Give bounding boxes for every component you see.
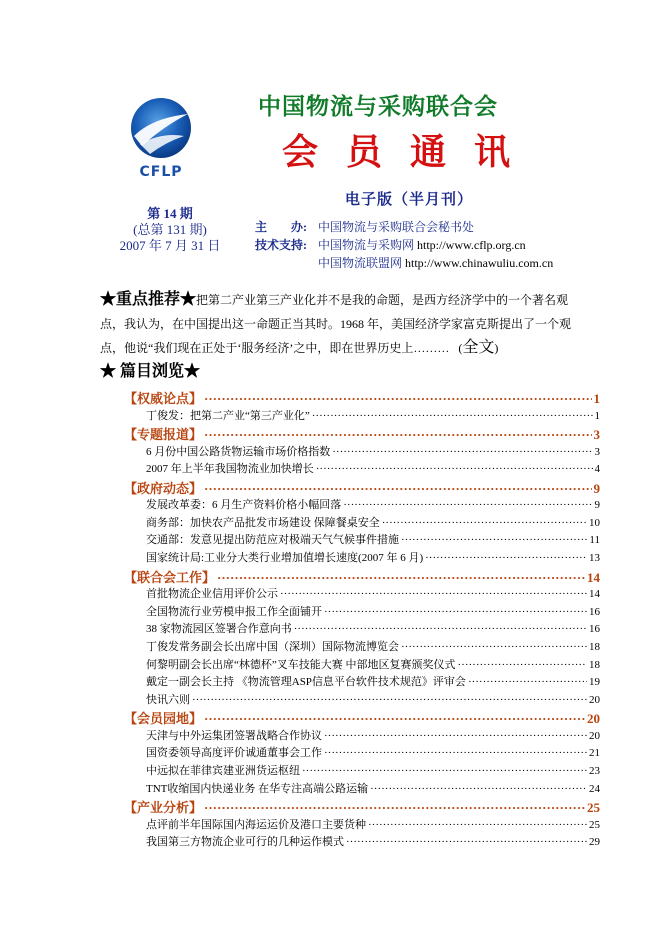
toc-entry[interactable] — [124, 833, 600, 851]
toc-entry-title: 2007 年上半年我国物流业加快增长 — [146, 463, 314, 476]
toc-entry-title: 快讯六则 — [146, 693, 190, 706]
toc-leader-dots — [382, 517, 587, 529]
toc-entry-page: 18 — [589, 640, 600, 653]
toc-entry-title: 国家统计局:工业分大类行业增加值增长速度(2007 年 6 月) — [146, 552, 424, 565]
toc-entry-title: 我国第三方物流企业可行的几种运作模式 — [146, 836, 344, 849]
toc-section-page: 9 — [593, 480, 600, 496]
toc-entry[interactable] — [124, 620, 600, 638]
toc-section-title: 【权威论点】 — [124, 391, 203, 406]
toc-entry-title: 国资委领导高度评价诚通董事会工作 — [146, 747, 322, 760]
toc-leader-dots — [316, 463, 593, 475]
toc-leader-dots — [332, 446, 592, 458]
issue-number: 第 14 期 — [147, 206, 193, 221]
toc-entry-title: 何黎明副会长出席“林德杯”叉车技能大赛 中部地区复赛颁奖仪式 — [146, 658, 456, 671]
toc-entry[interactable] — [124, 549, 600, 567]
toc-entry[interactable] — [124, 673, 600, 691]
toc-entry-page: 4 — [594, 463, 600, 476]
toc-leader-dots — [468, 676, 587, 688]
toc-entry-page: 24 — [589, 782, 600, 795]
toc-entry-page: 25 — [589, 818, 600, 831]
toc-entry-title: 38 家物流园区签署合作意向书 — [146, 623, 292, 636]
toc-leader-dots — [192, 694, 587, 706]
toc-section-title: 【政府动态】 — [124, 480, 203, 496]
host-value: 中国物流与采购联合会秘书处 — [318, 220, 475, 234]
toc-leader-dots — [294, 623, 587, 635]
toc-leader-dots — [346, 836, 587, 848]
toc-section-page: 14 — [587, 569, 600, 585]
toc-entry-title: 丁俊发常务副会长出席中国（深圳）国际物流博览会 — [146, 640, 399, 653]
toc-entry-page: 20 — [589, 693, 600, 706]
toc-entry-page: 14 — [589, 588, 600, 601]
tech-support-url-2[interactable]: http://www.chinawuliu.com.cn — [405, 256, 554, 270]
toc-section-page: 3 — [593, 427, 600, 443]
toc-leader-dots — [370, 783, 587, 795]
toc-leader-dots — [204, 427, 591, 443]
toc-leader-dots — [324, 606, 587, 618]
publication-meta — [255, 218, 553, 272]
toc-entry[interactable] — [124, 762, 600, 780]
toc-section-title: 【专题报道】 — [124, 427, 203, 443]
toc-section[interactable] — [124, 424, 600, 443]
toc-leader-dots — [324, 747, 587, 759]
highlight-title: ★重点推荐★ — [100, 291, 197, 308]
toc-leader-dots — [368, 819, 587, 831]
featured-highlight: ★重点推荐★把第二产业第三产业化并不是我的命题，是西方经济学中的一个著名观点，我认为，在中国提出这一命题正当其时。1968 年，美国经济学家富克斯提出了一个观点，他说“我们现在正处于‘服务经济’之中，即在世界历史上……… (全文) — [100, 291, 572, 356]
toc-entry[interactable] — [124, 638, 600, 656]
toc-entry[interactable] — [124, 780, 600, 798]
toc-leader-dots — [425, 552, 587, 564]
toc-entry-title: 中远拟在菲律宾建亚洲货运枢纽 — [146, 765, 300, 777]
toc-leader-dots — [324, 730, 587, 742]
toc-entry[interactable] — [124, 585, 600, 603]
toc-section-title: 【联合会工作】 — [124, 569, 216, 585]
toc-entry[interactable] — [124, 407, 600, 425]
toc-leader-dots — [343, 499, 592, 511]
toc-entry-page: 16 — [589, 623, 600, 636]
toc-entry-title: TNT收缩国内快递业务 在华专注高端公路运输 — [146, 782, 369, 795]
toc-entry-title: 全国物流行业劳模申报工作全面铺开 — [146, 605, 322, 618]
toc-entry[interactable] — [124, 531, 600, 549]
toc-entry-title: 交通部：发意见提出防范应对极端天气气候事件措施 — [146, 534, 399, 547]
toc-entry-page: 20 — [589, 729, 600, 742]
issue-total: (总第 131 期) — [133, 222, 207, 237]
toc-entry[interactable] — [124, 656, 600, 674]
toc-leader-dots — [204, 481, 591, 497]
toc-leader-dots — [280, 588, 587, 600]
toc-section-page: 20 — [587, 711, 600, 727]
toc-leader-dots — [401, 534, 587, 546]
toc-entry[interactable] — [124, 443, 600, 461]
toc-section-page: 1 — [593, 391, 600, 406]
toc-section[interactable] — [124, 567, 600, 586]
toc-leader-dots — [204, 711, 585, 727]
toc-entry-page: 18 — [589, 658, 600, 671]
host-label: 主 办: — [255, 220, 307, 234]
toc-entry[interactable] — [124, 496, 600, 514]
toc-entry-page: 10 — [589, 516, 600, 529]
toc-section-title: 【会员园地】 — [124, 711, 203, 727]
tech-support-site-1: 中国物流与采购网 — [318, 238, 415, 252]
toc-entry-title: 点评前半年国际国内海运运价及港口主要货种 — [146, 818, 366, 831]
toc-leader-dots — [217, 570, 585, 586]
newsletter-title: 会员通讯 — [282, 131, 539, 173]
toc-entry[interactable] — [124, 816, 600, 834]
issue-info — [110, 206, 230, 254]
issue-date: 2007 年 7 月 31 日 — [119, 238, 221, 253]
toc-entry[interactable] — [124, 460, 600, 478]
toc-leader-dots — [204, 800, 585, 816]
toc-entry-page: 19 — [589, 676, 600, 689]
logo-text: CFLP — [139, 164, 183, 180]
toc-entry[interactable] — [124, 727, 600, 745]
toc-entry[interactable] — [124, 691, 600, 709]
full-text-link[interactable]: 全文 — [462, 339, 495, 356]
toc-entry-page: 21 — [589, 747, 600, 760]
toc-entry[interactable] — [124, 514, 600, 532]
toc-entry-page: 9 — [594, 499, 600, 512]
tech-support-url-1[interactable]: http://www.cflp.org.cn — [417, 238, 526, 252]
toc-entry[interactable] — [124, 603, 600, 621]
toc-section-title: 【产业分析】 — [124, 800, 203, 816]
toc-entry-title: 戴定一副会长主持 《物流管理ASP信息平台软件技术规范》评审会 — [146, 676, 466, 689]
toc-entry-page: 29 — [589, 836, 600, 849]
toc-entry-title: 丁俊发：把第二产业“第三产业化” — [146, 409, 310, 422]
table-of-contents — [124, 388, 600, 851]
toc-entry-title: 发展改革委：6 月生产资料价格小幅回落 — [146, 499, 342, 512]
edition-label: 电子版（半月刊） — [345, 190, 474, 208]
toc-entry-title: 6 月份中国公路货物运输市场价格指数 — [146, 445, 331, 458]
toc-section-page: 25 — [587, 800, 600, 816]
cflp-logo — [122, 96, 200, 180]
toc-entry[interactable] — [124, 744, 600, 762]
toc-leader-dots — [302, 765, 587, 777]
toc-leader-dots — [312, 410, 593, 422]
toc-entry-page: 11 — [589, 534, 600, 547]
highlight-text: 把第二产业第三产业化并不是我的命题，是西方经济学中的一个著名观点，我认为，在中国提出这一命题正当其时。1968 年，美国经济学家富克斯提出了一个观点，他说“我们现在正处于‘服务经济’之中，即在世界历史上……… — [100, 293, 572, 355]
toc-section[interactable] — [124, 388, 600, 407]
toc-section[interactable] — [124, 478, 600, 497]
toc-leader-dots — [458, 659, 587, 671]
toc-entry-page: 16 — [589, 605, 600, 618]
toc-leader-dots — [204, 391, 591, 407]
toc-entry-page: 3 — [594, 445, 600, 458]
toc-entry-page: 13 — [589, 552, 600, 565]
toc-leader-dots — [401, 641, 587, 653]
toc-entry-title: 首批物流企业信用评价公示 — [146, 588, 278, 601]
toc-entry-title: 商务部：加快农产品批发市场建设 保障餐桌安全 — [146, 516, 380, 529]
tech-support-site-2: 中国物流联盟网 — [318, 256, 403, 270]
organization-title: 中国物流与采购联合会 — [258, 93, 498, 120]
toc-entry-page: 1 — [594, 409, 600, 422]
toc-entry-title: 天津与中外运集团签署战略合作协议 — [146, 729, 322, 742]
toc-entry-page: 23 — [589, 765, 600, 777]
tech-support-label: 技术支持: — [255, 238, 307, 252]
toc-section[interactable] — [124, 708, 600, 727]
toc-section[interactable] — [124, 797, 600, 816]
contents-heading: ★ 篇目浏览★ — [100, 363, 201, 380]
